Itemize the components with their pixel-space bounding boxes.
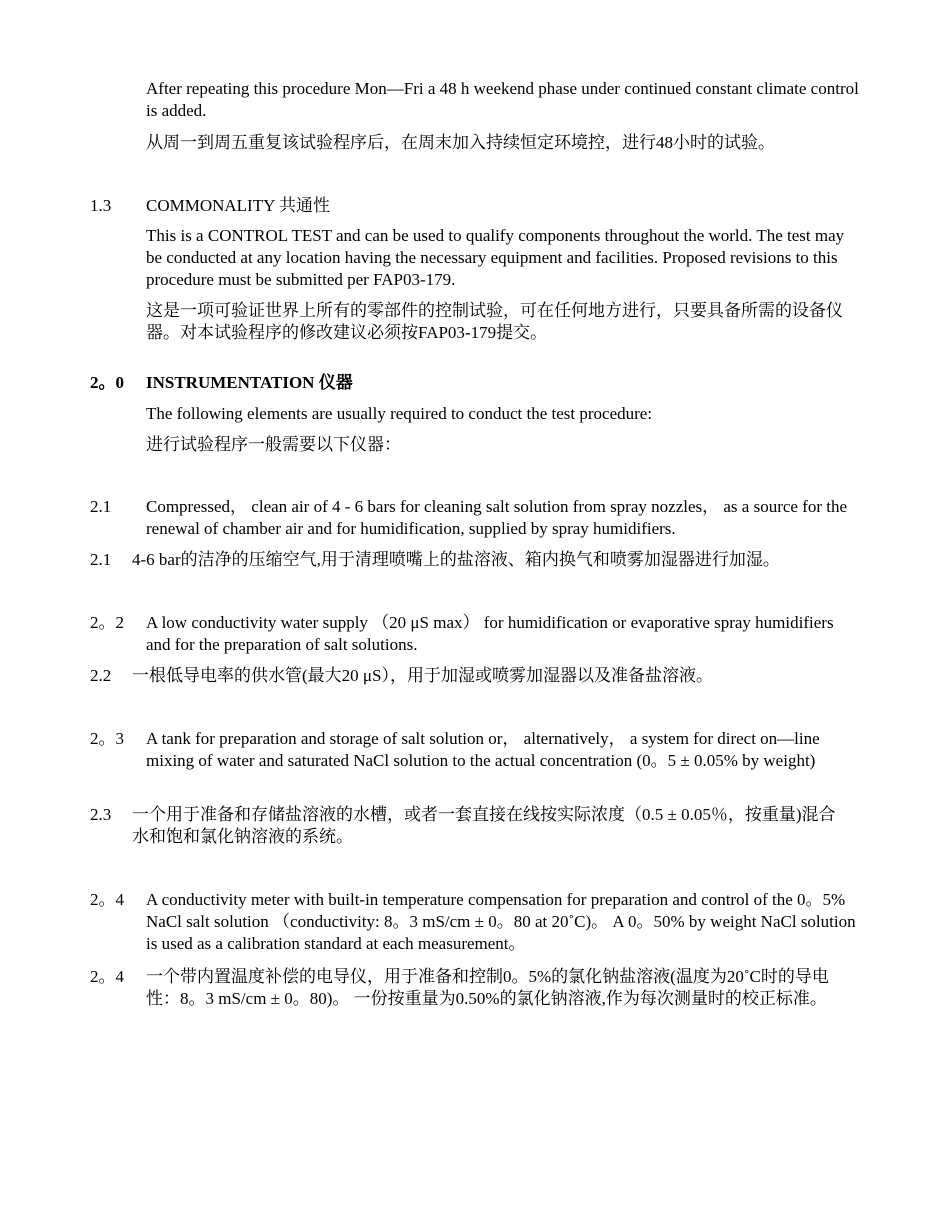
section-1-3-number: 1.3 (90, 196, 112, 215)
section-1-3-heading: COMMONALITY 共通性 (146, 196, 331, 215)
section-2-3-zh (132, 804, 848, 848)
section-2-1-en: Compressed， clean air of 4 - 6 bars for cleaning salt solution from spray nozzles， as a source for the renewal of chamber air and for humidification, supplied by spray humidifiers. (146, 497, 848, 538)
section-1-3-zh: 这是一项可验证世界上所有的零部件的控制试验，可在任何地方进行，只要具备所需的设备仪器。对本试验程序的修改建议必须按FAP03-179提交。 (146, 301, 843, 342)
section-2-2-zh-number: 2.2 (90, 666, 112, 685)
section-2-3-number: 2。3 (90, 729, 124, 748)
section-2-2-zh: 一根低导电率的供水管(最大20 μS），用于加湿或喷雾加湿器以及准备盐溶液。 (132, 666, 713, 685)
section-2-0-en: The following elements are usually required to conduct the test procedure: (146, 404, 653, 423)
section-2-0-number: 2。0 (90, 373, 124, 392)
section-2-0-heading: INSTRUMENTATION 仪器 (146, 373, 353, 392)
section-2-0-zh: 进行试验程序一般需要以下仪器： (146, 435, 401, 454)
section-2-3-zh-number: 2.3 (90, 805, 112, 824)
section-2-4-zh-number: 2。4 (90, 967, 124, 986)
section-2-4-en: A conductivity meter with built-in temperature compensation for preparation and control of the 0。5% NaCl salt solution （conductivity: 8。3 mS/cm ± 0。80 at 20˚C)。 A 0。50% by weight NaCl solution is used as a calibration standard at each measurement。 (146, 890, 856, 953)
section-2-4-number: 2。4 (90, 890, 124, 909)
section-1-3-en: This is a CONTROL TEST and can be used to qualify components throughout the world. The test may be conducted at any location having the necessary equipment and facilities. Proposed revisions to this procedure must be submitted per FAP03-179. (146, 226, 845, 289)
intro-en: After repeating this procedure Mon—Fri a 48 h weekend phase under continued constant climate control is added. (146, 79, 859, 120)
section-2-3-en: A tank for preparation and storage of salt solution or， alternatively， a system for direct on—line mixing of water and saturated NaCl solution to the actual concentration (0。5 ± 0.05% by weight) (146, 729, 820, 770)
intro-zh: 从周一到周五重复该试验程序后，在周末加入持续恒定环境控，进行48小时的试验。 (146, 133, 775, 152)
section-2-2-number: 2。2 (90, 613, 124, 632)
section-2-3-zh-text: 一个用于准备和存储盐溶液的水槽，或者一套直接在线按实际浓度（0.5 ± 0.05％，按重量)混合水和饱和氯化钠溶液的系统。 (132, 805, 836, 846)
section-2-4-zh: 一个带内置温度补偿的电导仪，用于准备和控制0。5%的氯化钠盐溶液(温度为20˚C时的导电性：8。3 mS/cm ± 0。80)。 一份按重量为0.50%的氯化钠溶液,作为每次测量时的校正标准。 (146, 967, 829, 1008)
section-2-1-number: 2.1 (90, 497, 112, 516)
section-2-1-zh: 4-6 bar的洁净的压缩空气,用于清理喷嘴上的盐溶液、箱内换气和喷雾加湿器进行加湿。 (132, 550, 780, 569)
section-2-1-zh-number: 2.1 (90, 550, 112, 569)
section-2-2-en: A low conductivity water supply （20 μS max） for humidification or evaporative spray humidifiers and for the preparation of salt solutions. (146, 613, 834, 654)
